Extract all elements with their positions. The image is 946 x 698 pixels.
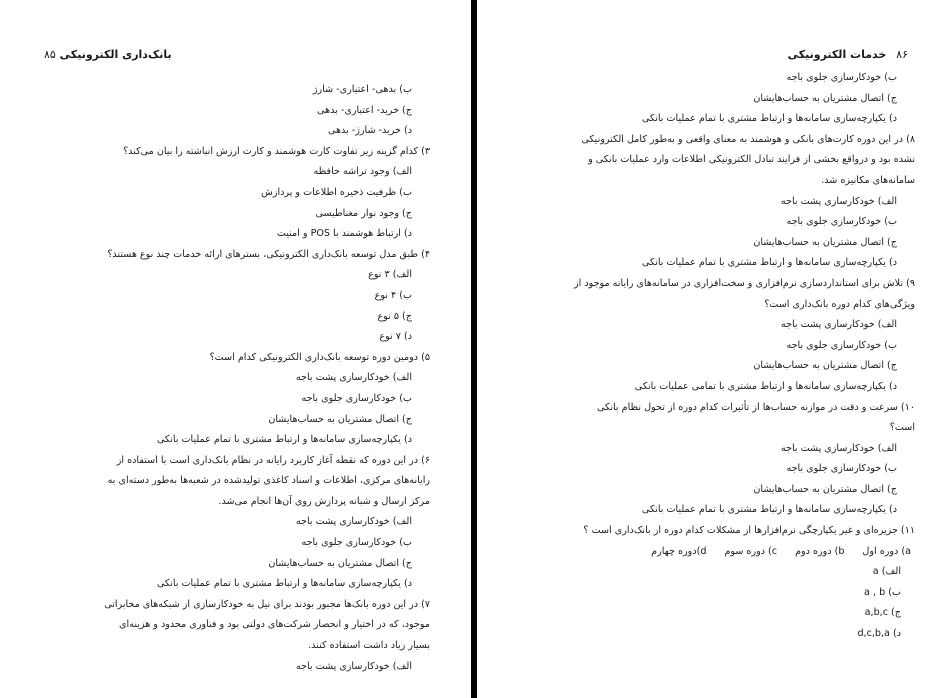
question-text-line: است؟: [889, 422, 915, 434]
question-text-line: ۱۰) سرعت و دقت در موازنه حساب‌ها از تأثیرات کدام دوره از تحول نظام بانکی: [597, 401, 915, 413]
right-page: [477, 0, 946, 698]
left-page-number: ۸۵: [44, 48, 56, 61]
answer-option: الف) a: [872, 566, 901, 578]
right-page-header: [788, 48, 908, 61]
answer-option: الف) خودکارسازی پشت باجه: [780, 195, 897, 207]
question-text-line: ۴) طبق مدل توسعه بانک‌داری الکترونیکی، بسترهای ارائه خدمات چند نوع هستند؟: [107, 248, 430, 260]
question-text-line: ویژگی‌های کدام دوره بانک‌داری است؟: [764, 298, 915, 310]
question-text-line: نشده بود و درواقع بخشی از فرایند تبادل الکترونیکی اطلاعات وارد عملیات بانکی و: [588, 154, 915, 166]
question-text-line: ۶) در این دوره که نقطه آغاز کاربرد رایانه در نظام بانک‌داری است با استفاده از: [116, 454, 430, 466]
question-text-line: موجود، که در اختیار و انحصار شرکت‌های دولتی بود و فناوری محدود و هزینه‌ای: [119, 619, 430, 631]
answer-option: ج) a,b,c: [864, 607, 901, 619]
question-text-line: سامانه‌های مکانیزه شد.: [821, 174, 915, 186]
q11-choice-row: [507, 542, 915, 563]
answer-option: الف) خودکارسازی پشت باجه: [780, 319, 897, 331]
answer-option: ب) a , b: [864, 586, 901, 598]
q11-choice: d)دوره چهارم: [651, 545, 707, 557]
answer-option: ب) خودکارسازی جلوی باجه: [786, 339, 897, 351]
answer-option: ج) اتصال مشتریان به حساب‌هایشان: [753, 236, 897, 248]
question-text-line: رایانه‌های مرکزی، اطلاعات و اسناد کاغذی تولیدشده در شعبه‌ها به‌طور دسته‌ای به: [107, 475, 430, 487]
answer-option: الف) وجود تراشه حافظه: [313, 166, 412, 178]
answer-option: الف) خودکارسازی پشت باجه: [295, 372, 412, 384]
question-text-line: ۵) دومین دوره توسعه بانک‌داری الکترونیکی کدام است؟: [209, 351, 430, 363]
left-page-body: [28, 80, 430, 677]
answer-option: ب) بدهی- اعتباری- شارژ: [312, 84, 412, 95]
answer-option: د) یکپارچه‌سازی سامانه‌ها و ارتباط مشتری با تمام عملیات بانکی: [641, 257, 897, 269]
question-text-line: ۱۱) جزیره‌ای و غیر یکپارچگی نرم‌افزارها از مشکلات کدام دوره از بانک‌داری است ؟: [583, 525, 915, 537]
left-page-title: بانک‌داری الکترونیکی: [59, 48, 172, 61]
answer-option: ب) خودکارسازی جلوی باجه: [301, 392, 412, 404]
answer-option: ب) خودکارسازی جلوی باجه: [786, 216, 897, 228]
question-text-line: بسیار زیاد داشت استفاده کنند.: [308, 640, 430, 652]
answer-option: الف) خودکارسازی پشت باجه: [295, 660, 412, 672]
answer-option: د) یکپارچه‌سازی سامانه‌ها و ارتباط مشتری با تمام عملیات بانکی: [641, 113, 897, 125]
right-page-number: ۸۶: [896, 48, 908, 61]
answer-option: ج) اتصال مشتریان به حساب‌هایشان: [753, 483, 897, 495]
answer-option: ج) اتصال مشتریان به حساب‌هایشان: [753, 92, 897, 104]
answer-option: ج) اتصال مشتریان به حساب‌هایشان: [268, 557, 412, 569]
question-text-line: مرکز ارسال و شبانه پردازش روی آن‌ها انجام می‌شد.: [218, 495, 430, 507]
answer-option: الف) خودکارسازی پشت باجه: [780, 442, 897, 454]
answer-option: د) یکپارچه‌سازی سامانه‌ها و ارتباط مشتری با تمام عملیات بانکی: [156, 578, 412, 590]
answer-option: ب) ۴ نوع: [374, 289, 412, 301]
q11-choice: c) دوره سوم: [724, 545, 778, 557]
answer-option: الف) خودکارسازی پشت باجه: [295, 516, 412, 528]
answer-option: ج) ۵ نوع: [377, 310, 412, 322]
answer-option: د) d,c,b,a: [857, 628, 901, 640]
answer-option: د) ارتباط هوشمند با POS و امنیت: [276, 228, 412, 240]
answer-option: ج) اتصال مشتریان به حساب‌هایشان: [268, 413, 412, 425]
left-page: [0, 0, 471, 698]
question-text-line: ۷) در این دوره بانک‌ها مجبور بودند برای نیل به خودکارسازی از شبکه‌های مخابراتی: [104, 598, 430, 610]
q11-choice: a) دوره اول: [862, 545, 911, 557]
answer-option: د) یکپارچه‌سازی سامانه‌ها و ارتباط مشتری با تمامی عملیات بانکی: [634, 380, 897, 392]
answer-option: الف) ۳ نوع: [368, 269, 412, 281]
answer-option: د) ۷ نوع: [379, 331, 412, 343]
question-text-line: ۸) در این دوره کارت‌های بانکی و هوشمند به معنای واقعی و به‌طور کامل الکترونیکی: [581, 133, 915, 145]
left-page-header: [38, 48, 172, 61]
answer-option: ب) خودکارسازی جلوی باجه: [786, 463, 897, 475]
answer-option: ج) اتصال مشتریان به حساب‌هایشان: [753, 360, 897, 372]
right-page-title: خدمات الکترونیکی: [787, 48, 887, 61]
question-text-line: ۹) تلاش برای استانداردسازی نرم‌افزاری و سخت‌افزاری در سامانه‌های رایانه موجود از: [574, 277, 915, 289]
question-text-line: ۳) کدام گزینه زیر تفاوت کارت هوشمند و کارت ارزش انباشته را بیان می‌کند؟: [123, 145, 430, 157]
answer-option: ب) ظرفیت ذخیره اطلاعات و پردازش: [261, 186, 412, 198]
answer-option: د) یکپارچه‌سازی سامانه‌ها و ارتباط مشتری با تمام عملیات بانکی: [641, 504, 897, 516]
answer-option: د) یکپارچه‌سازی سامانه‌ها و ارتباط مشتری با تمام عملیات بانکی: [156, 434, 412, 446]
answer-option: ب) خودکارسازی جلوی باجه: [786, 72, 897, 83]
answer-option: د) خرید- شارژ- بدهی: [327, 125, 412, 137]
answer-option: ج) وجود نوار مغناطیسی: [315, 207, 412, 219]
answer-option: ج) خرید- اعتباری- بدهی: [317, 104, 412, 116]
answer-option: ب) خودکارسازی جلوی باجه: [301, 537, 412, 549]
q11-choice: b) دوره دوم: [795, 545, 845, 557]
right-page-body: [507, 68, 915, 645]
